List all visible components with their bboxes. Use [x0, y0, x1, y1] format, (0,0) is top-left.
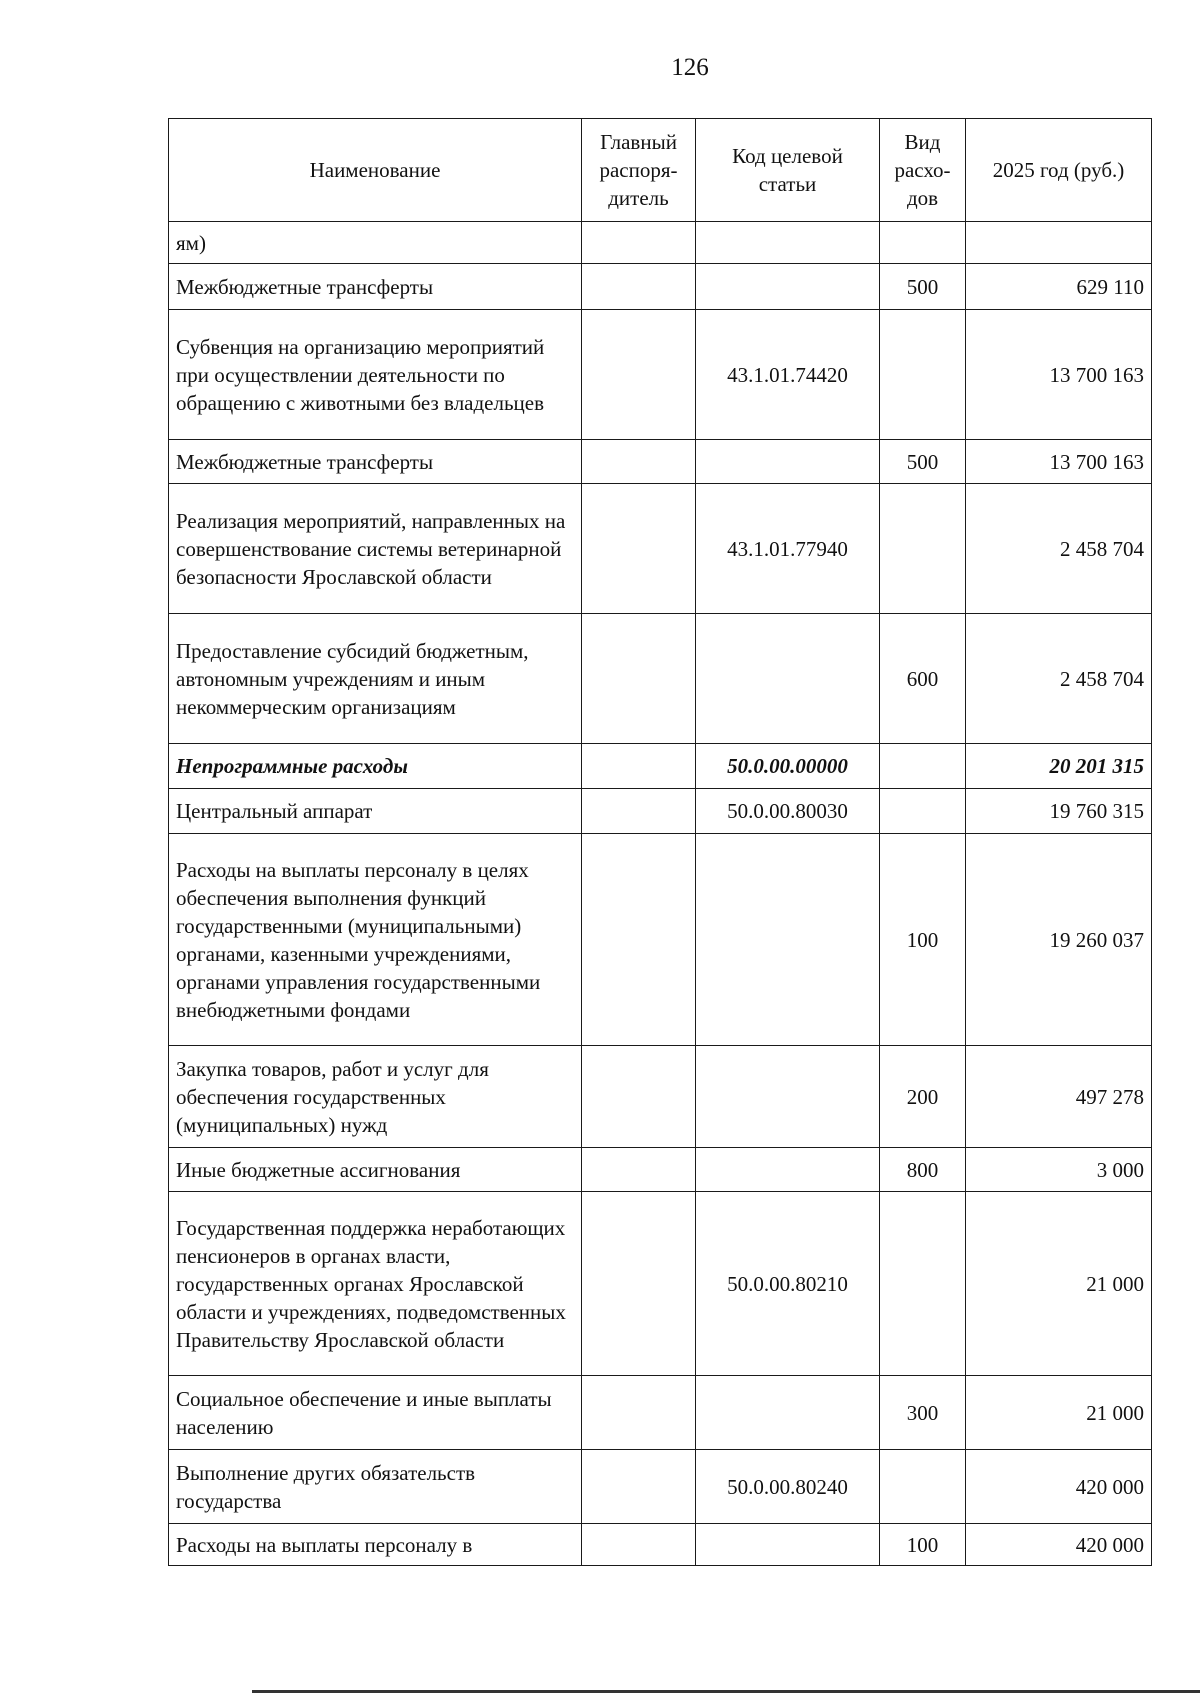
row-main-manager: [582, 264, 696, 310]
row-code: 50.0.00.80030: [696, 789, 880, 834]
row-amount: 19 760 315: [966, 789, 1152, 834]
row-expense-type: [880, 484, 966, 614]
row-main-manager: [582, 1148, 696, 1192]
row-amount: 20 201 315: [966, 744, 1152, 789]
row-code: 50.0.00.00000: [696, 744, 880, 789]
row-main-manager: [582, 1046, 696, 1148]
row-name: Реализация мероприятий, направленных на совершенствование системы ветеринарной безопасности Ярославской области: [169, 484, 582, 614]
row-main-manager: [582, 834, 696, 1046]
row-code: [696, 1524, 880, 1566]
table-row: [169, 1192, 1152, 1376]
row-amount: 21 000: [966, 1376, 1152, 1450]
header-year-amount: 2025 год (руб.): [966, 119, 1152, 222]
row-name: Центральный аппарат: [169, 789, 582, 834]
row-main-manager: [582, 222, 696, 264]
row-amount: 19 260 037: [966, 834, 1152, 1046]
row-amount: 497 278: [966, 1046, 1152, 1148]
row-expense-type: 800: [880, 1148, 966, 1192]
row-code: 43.1.01.74420: [696, 310, 880, 440]
row-expense-type: [880, 1450, 966, 1524]
row-expense-type: [880, 1192, 966, 1376]
row-name: Предоставление субсидий бюджетным, автономным учреждениям и иным некоммерческим организациям: [169, 614, 582, 744]
row-main-manager: [582, 789, 696, 834]
page-bottom-rule: [252, 1690, 1200, 1693]
row-code: [696, 1046, 880, 1148]
row-code: [696, 614, 880, 744]
table-row-section-total: [169, 744, 1152, 789]
table-row: [169, 614, 1152, 744]
row-amount: 3 000: [966, 1148, 1152, 1192]
row-expense-type: 200: [880, 1046, 966, 1148]
row-name: Непрограммные расходы: [169, 744, 582, 789]
row-expense-type: [880, 222, 966, 264]
row-expense-type: 100: [880, 1524, 966, 1566]
row-main-manager: [582, 1524, 696, 1566]
row-name: Расходы на выплаты персоналу в: [169, 1524, 582, 1566]
header-target-code: Код целевой статьи: [696, 119, 880, 222]
row-main-manager: [582, 310, 696, 440]
row-name: Расходы на выплаты персоналу в целях обеспечения выполнения функций государственными (муниципальными) органами, казенными учреждениями, органами управления государственными внебюджетными фондами: [169, 834, 582, 1046]
table-row: [169, 264, 1152, 310]
row-amount: [966, 222, 1152, 264]
row-code: [696, 222, 880, 264]
row-name: Иные бюджетные ассигнования: [169, 1148, 582, 1192]
row-amount: 21 000: [966, 1192, 1152, 1376]
row-expense-type: 300: [880, 1376, 966, 1450]
row-amount: 2 458 704: [966, 614, 1152, 744]
table-row: [169, 1450, 1152, 1524]
row-main-manager: [582, 614, 696, 744]
row-name: Социальное обеспечение и иные выплаты населению: [169, 1376, 582, 1450]
header-name: Наименование: [169, 119, 582, 222]
row-expense-type: 500: [880, 440, 966, 484]
row-code: [696, 440, 880, 484]
row-code: [696, 264, 880, 310]
table-row: [169, 440, 1152, 484]
row-expense-type: [880, 744, 966, 789]
row-code: [696, 834, 880, 1046]
row-name: Субвенция на организацию мероприятий при осуществлении деятельности по обращению с животными без владельцев: [169, 310, 582, 440]
row-main-manager: [582, 440, 696, 484]
row-amount: 13 700 163: [966, 310, 1152, 440]
table-row: [169, 222, 1152, 264]
row-name: Закупка товаров, работ и услуг для обеспечения государственных (муниципальных) нужд: [169, 1046, 582, 1148]
row-name: Межбюджетные трансферты: [169, 440, 582, 484]
row-name: ям): [169, 222, 582, 264]
row-name: Межбюджетные трансферты: [169, 264, 582, 310]
row-amount: 13 700 163: [966, 440, 1152, 484]
row-main-manager: [582, 484, 696, 614]
header-main-manager-label: Главный распоря-дитель: [599, 130, 678, 210]
header-main-manager: [582, 119, 696, 222]
table-header-row: [169, 119, 1152, 222]
row-main-manager: [582, 1192, 696, 1376]
table-row: [169, 1148, 1152, 1192]
row-code: [696, 1148, 880, 1192]
row-amount: 420 000: [966, 1450, 1152, 1524]
row-amount: 420 000: [966, 1524, 1152, 1566]
row-expense-type: 100: [880, 834, 966, 1046]
row-amount: 629 110: [966, 264, 1152, 310]
budget-table: [168, 118, 1152, 1566]
row-name: Государственная поддержка неработающих пенсионеров в органах власти, государственных органах Ярославской области и учреждениях, подведомственных Правительству Ярославской области: [169, 1192, 582, 1376]
row-name: Выполнение других обязательств государства: [169, 1450, 582, 1524]
table-row: [169, 484, 1152, 614]
row-main-manager: [582, 1450, 696, 1524]
row-code: 50.0.00.80210: [696, 1192, 880, 1376]
row-main-manager: [582, 1376, 696, 1450]
table-row: [169, 789, 1152, 834]
row-expense-type: [880, 789, 966, 834]
table-row: [169, 310, 1152, 440]
row-code: [696, 1376, 880, 1450]
table-row: [169, 1524, 1152, 1566]
row-code: 43.1.01.77940: [696, 484, 880, 614]
row-expense-type: [880, 310, 966, 440]
row-expense-type: 600: [880, 614, 966, 744]
header-expense-type: Вид расхо-дов: [880, 119, 966, 222]
row-code: 50.0.00.80240: [696, 1450, 880, 1524]
row-amount: 2 458 704: [966, 484, 1152, 614]
row-expense-type: 500: [880, 264, 966, 310]
table-row: [169, 1376, 1152, 1450]
row-main-manager: [582, 744, 696, 789]
table-row: [169, 1046, 1152, 1148]
table-row: [169, 834, 1152, 1046]
page-number: 126: [671, 54, 709, 81]
